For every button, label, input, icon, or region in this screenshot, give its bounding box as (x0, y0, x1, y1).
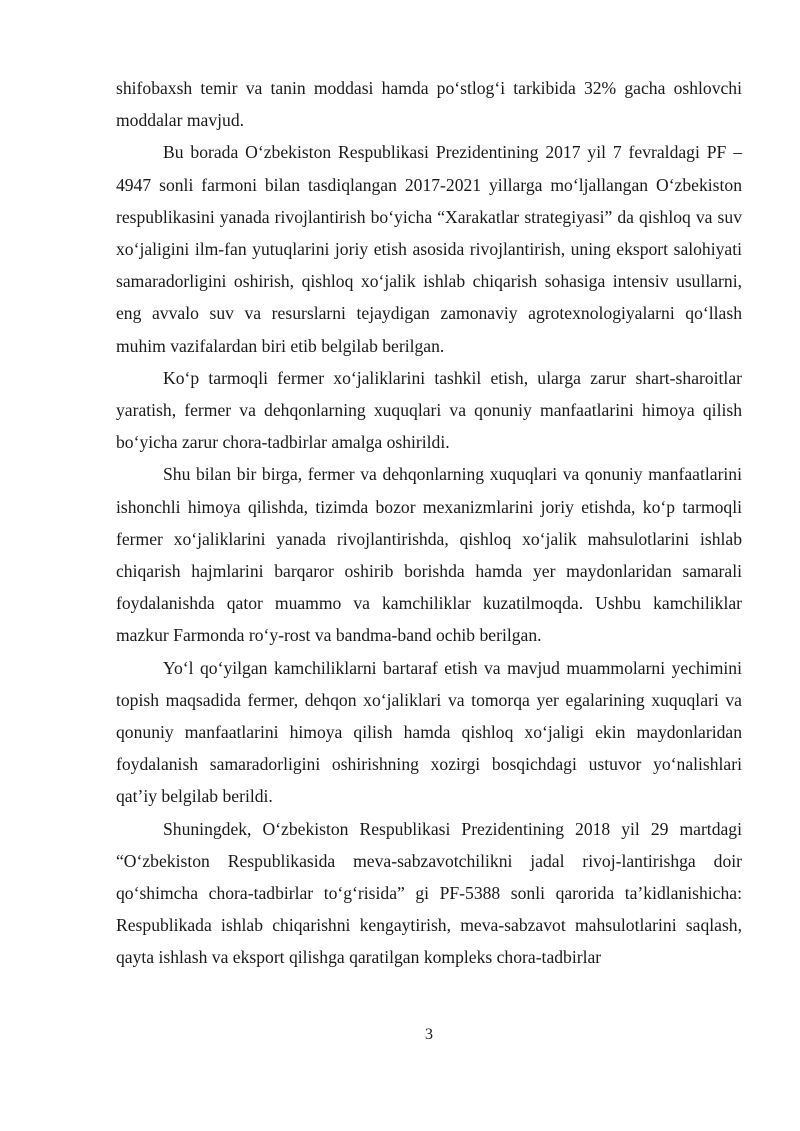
document-body (116, 72, 742, 974)
paragraph-3: Ko‘p tarmoqli fermer xo‘jaliklarini tashkil etish, ularga zarur shart-sharoitlar yaratish, fermer va dehqonlarning xuquqlari va qonuniy manfaatlarini himoya qilish bo‘yicha zarur chora-tadbirlar amalga oshirildi. (116, 367, 742, 453)
paragraph-1: shifobaxsh temir va tanin moddasi hamda po‘stlog‘i tarkibida 32% gacha oshlovchi moddalar mavjud. (116, 78, 742, 131)
paragraph-6: Shuningdek, O‘zbekiston Respublikasi Prezidentining 2018 yil 29 martdagi “O‘zbekiston Respublikasida meva-sabzavotchilikni jadal rivoj-lantirishga doir qo‘shimcha chora-tadbirlar to‘g‘risida” gi PF-5388 sonli qarorida ta’kidlanishicha: Respublikada ishlab chiqarishni kengaytirish, meva-sabzavot mahsulotlarini saqlash, qayta ishlash va eksport qilishga qaratilgan kompleks chora-tadbirlar (116, 818, 742, 968)
paragraph-2: Bu borada O‘zbekiston Respublikasi Prezidentining 2017 yil 7 fevraldagi PF – 4947 sonli farmoni bilan tasdiqlangan 2017-2021 yillarga mo‘ljallangan O‘zbekiston respublikasini yanada rivojlantirish bo‘yicha “Xarakatlar strategiyasi” da qishloq va suv xo‘jaligini ilm-fan yutuqlarini joriy etish asosida rivojlantirish, uning eksport salohiyati samaradorligini oshirish, qishloq xo‘jalik ishlab chiqarish sohasiga intensiv usullarni, eng avvalo suv va resurslarni tejaydigan zamonaviy agrotexnologiyalarni qo‘llash muhim vazifalardan biri etib belgilab berilgan. (116, 142, 742, 356)
page-number: 3 (425, 1026, 433, 1043)
paragraph-4: Shu bilan bir birga, fermer va dehqonlarning xuquqlari va qonuniy manfaatlarini ishonchli himoya qilishda, tizimda bozor mexanizmlarini joriy etishda, ko‘p tarmoqli fermer xo‘jaliklarini yanada rivojlantirishda, qishloq xo‘jalik mahsulotlarini ishlab chiqarish hajmlarini barqaror oshirib borishda hamda yer maydonlaridan samarali foydalanishda qator muammo va kamchiliklar kuzatilmoqda. Ushbu kamchiliklar mazkur Farmonda ro‘y-rost va bandma-band ochib berilgan. (116, 464, 742, 646)
paragraph-5: Yo‘l qo‘yilgan kamchiliklarni bartaraf etish va mavjud muammolarni yechimini topish maqsadida fermer, dehqon xo‘jaliklari va tomorqa yer egalarining xuquqlari va qonuniy manfaatlarini himoya qilish hamda qishloq xo‘jaligi ekin maydonlaridan foydalanish samaradorligini oshirishning xozirgi bosqichdagi ustuvor yo‘nalishlari qat’iy belgilab berildi. (116, 657, 742, 807)
